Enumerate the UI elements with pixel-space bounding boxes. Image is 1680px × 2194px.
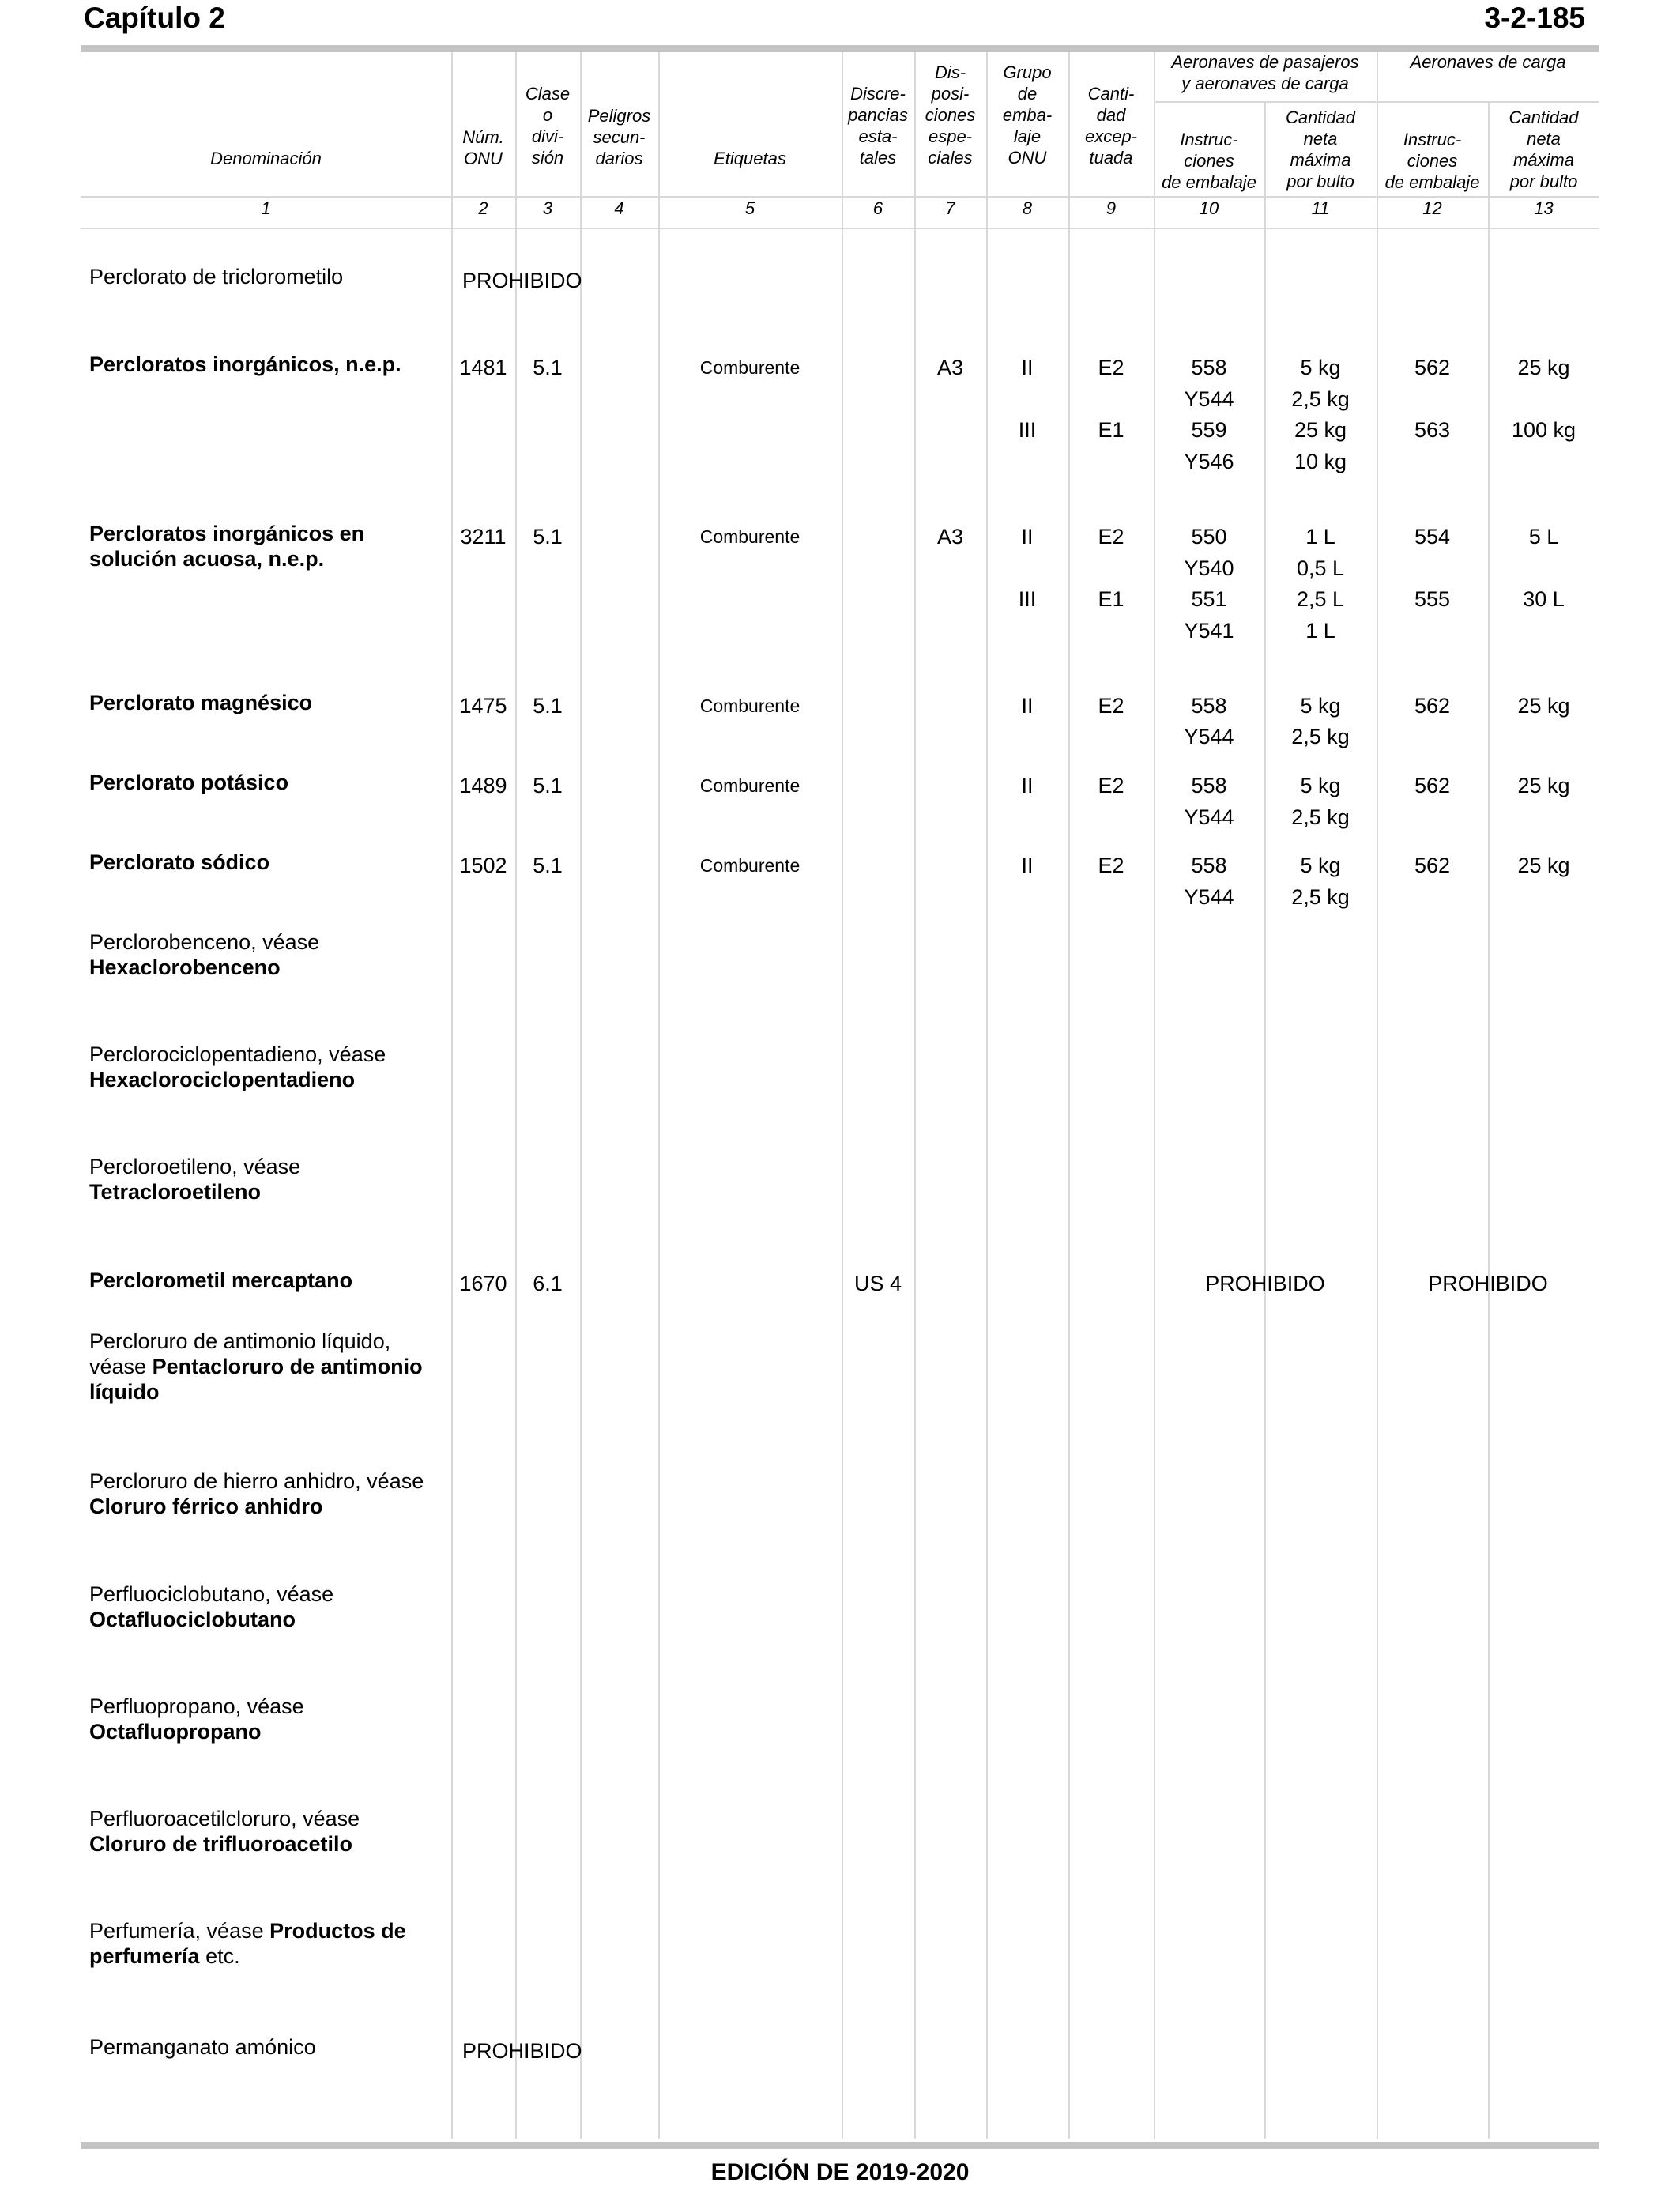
max-quantity: 5 kg [1300, 694, 1341, 718]
prohibido-text: PROHIBIDO [1205, 1272, 1325, 1295]
excepted-quantity: E2 [1098, 525, 1124, 548]
un-number: 1670 [459, 1272, 507, 1295]
page-number: 3-2-185 [1484, 2, 1585, 34]
prohibido-text: PROHIBIDO [462, 2039, 582, 2063]
column-divider [1488, 103, 1490, 2139]
packing-instruction: 558 [1191, 774, 1227, 797]
max-quantity: 5 kg [1300, 854, 1341, 877]
class-division: 6.1 [533, 1272, 563, 1295]
excepted-quantity: E2 [1098, 694, 1124, 718]
cargo-packing-instruction: 562 [1414, 694, 1451, 718]
label-text: Comburente [699, 855, 800, 876]
label-text: Comburente [699, 775, 800, 796]
cargo-packing-instruction: 562 [1414, 854, 1451, 877]
max-quantity: 2,5 L [1296, 587, 1345, 611]
cross-reference-entry: Percloruro de antimonio líquido, véase Pentacloruro de antimonio líquido [89, 1329, 423, 1404]
cargo-packing-instruction: 562 [1414, 774, 1451, 797]
chapter-title: Capítulo 2 [84, 2, 225, 34]
entry-name: Perclorato sódico [89, 850, 270, 874]
cargo-max-quantity: 25 kg [1517, 694, 1570, 718]
column-header-cantidad-carga: Cantidad neta máxima por bulto [1509, 107, 1579, 191]
packing-instruction: Y546 [1184, 450, 1234, 473]
max-quantity: 2,5 kg [1291, 805, 1350, 829]
cargo-max-quantity: 100 kg [1511, 418, 1576, 442]
cross-reference-entry: Perfluoroacetilcloruro, véase Cloruro de trifluoroacetilo [89, 1807, 360, 1856]
prohibido-text: PROHIBIDO [462, 269, 582, 292]
state-variation: US 4 [853, 1272, 902, 1295]
excepted-quantity: E2 [1098, 774, 1124, 797]
cross-reference-entry: Perfluopropano, véase Octafluopropano [89, 1695, 304, 1744]
column-header-grupo-embalaje: Grupo de emba- laje ONU [1002, 62, 1053, 168]
class-division: 5.1 [533, 356, 563, 379]
group-header-carga: Aeronaves de carga [1410, 52, 1566, 72]
cargo-max-quantity: 25 kg [1517, 774, 1570, 797]
packing-instruction: Y541 [1184, 619, 1234, 643]
packing-group: II [1021, 774, 1034, 797]
packing-instruction: Y544 [1184, 387, 1234, 411]
column-number: 1 [261, 198, 271, 218]
entry-name: Percloratos inorgánicos, n.e.p. [89, 352, 401, 376]
column-number: 4 [614, 198, 624, 218]
label-text: Comburente [699, 357, 800, 378]
column-header-peligros: Peligros secun- darios [587, 106, 651, 168]
un-number: 1475 [459, 694, 507, 718]
cross-reference-entry: Percloruro de hierro anhidro, véase Cloruro férrico anhidro [89, 1469, 424, 1518]
max-quantity: 2,5 kg [1291, 885, 1350, 909]
label-text: Comburente [699, 526, 800, 547]
class-division: 5.1 [533, 525, 563, 548]
max-quantity: 10 kg [1294, 450, 1347, 473]
un-number: 1502 [459, 854, 507, 877]
group-header-pasajeros: Aeronaves de pasajeros y aeronaves de carga [1171, 52, 1359, 93]
entry-name: Perclorato de triclorometilo [89, 265, 344, 288]
column-header-denominacion: Denominación [210, 149, 322, 168]
column-number: 2 [478, 198, 488, 218]
max-quantity: 2,5 kg [1291, 387, 1350, 411]
excepted-quantity: E1 [1098, 418, 1124, 442]
column-number: 13 [1534, 198, 1554, 218]
cargo-packing-instruction: 563 [1414, 418, 1451, 442]
column-number: 3 [542, 198, 553, 218]
packing-instruction: Y544 [1184, 805, 1234, 829]
packing-instruction: 551 [1191, 587, 1227, 611]
max-quantity: 2,5 kg [1291, 725, 1350, 748]
edition-footer: EDICIÓN DE 2019-2020 [710, 2159, 970, 2185]
entry-name: Perclorometil mercaptano [89, 1269, 353, 1292]
column-divider [580, 52, 582, 2139]
packing-group: III [1018, 587, 1037, 611]
cross-reference-entry: Perfluociclobutano, véase Octafluociclobutano [89, 1582, 334, 1631]
cargo-max-quantity: 5 L [1528, 525, 1559, 548]
header-rule [81, 228, 1599, 229]
column-number: 5 [744, 198, 755, 218]
column-header-etiquetas: Etiquetas [714, 149, 786, 168]
packing-group: II [1021, 854, 1034, 877]
entry-name: Perclorato potásico [89, 771, 289, 794]
excepted-quantity: E2 [1098, 356, 1124, 379]
class-division: 5.1 [533, 854, 563, 877]
packing-group: II [1021, 525, 1034, 548]
class-division: 5.1 [533, 694, 563, 718]
class-division: 5.1 [533, 774, 563, 797]
un-number: 1481 [459, 356, 507, 379]
packing-group: II [1021, 694, 1034, 718]
un-number: 1489 [459, 774, 507, 797]
packing-instruction: Y544 [1184, 885, 1234, 909]
column-number: 11 [1311, 198, 1330, 218]
column-header-disposiciones: Dis- posi- ciones espe- ciales [925, 62, 976, 168]
packing-group: III [1018, 418, 1037, 442]
column-header-clase: Clase o divi- sión [525, 84, 571, 168]
column-header-cantidad-exceptuada: Canti- dad excep- tuada [1084, 84, 1138, 168]
packing-instruction: 558 [1191, 694, 1227, 718]
cross-reference-entry: Perclorobenceno, véase Hexaclorobenceno [89, 930, 320, 979]
un-number: 3211 [460, 525, 507, 548]
max-quantity: 0,5 L [1296, 556, 1345, 580]
special-provision: A3 [936, 525, 964, 548]
packing-instruction: 550 [1191, 525, 1227, 548]
column-header-cantidad-pasajeros: Cantidad neta máxima por bulto [1285, 107, 1356, 191]
packing-instruction: Y540 [1184, 556, 1234, 580]
packing-instruction: 558 [1191, 356, 1227, 379]
entry-name: Perclorato magnésico [89, 691, 313, 714]
prohibido-text: PROHIBIDO [1428, 1272, 1548, 1295]
special-provision: A3 [936, 356, 964, 379]
max-quantity: 1 L [1305, 619, 1335, 643]
cargo-max-quantity: 25 kg [1517, 356, 1570, 379]
cargo-packing-instruction: 555 [1414, 587, 1451, 611]
cross-reference-entry: Perfumería, véase Productos de perfumería etc. [89, 1919, 406, 1968]
column-number: 8 [1022, 198, 1033, 218]
column-header-instrucciones-carga: Instruc- ciones de embalaje [1384, 130, 1480, 192]
column-number: 12 [1422, 198, 1442, 218]
label-text: Comburente [699, 696, 800, 716]
column-divider [842, 52, 843, 2139]
cargo-packing-instruction: 562 [1414, 356, 1451, 379]
column-header-instrucciones-pasajeros: Instruc- ciones de embalaje [1162, 130, 1256, 192]
max-quantity: 25 kg [1294, 418, 1347, 442]
column-number: 10 [1199, 198, 1219, 218]
group-header-rule [1154, 101, 1599, 103]
max-quantity: 5 kg [1300, 774, 1341, 797]
cross-reference-entry: Perclorociclopentadieno, véase Hexaclorociclopentadieno [89, 1042, 386, 1091]
packing-instruction: 558 [1191, 854, 1227, 877]
column-number: 9 [1106, 198, 1117, 218]
excepted-quantity: E2 [1098, 854, 1124, 877]
max-quantity: 1 L [1305, 525, 1335, 548]
cargo-max-quantity: 30 L [1523, 587, 1565, 611]
max-quantity: 5 kg [1300, 356, 1341, 379]
packing-instruction: Y544 [1184, 725, 1234, 748]
column-number: 7 [945, 198, 955, 218]
cargo-max-quantity: 25 kg [1517, 854, 1570, 877]
excepted-quantity: E1 [1098, 587, 1124, 611]
column-header-num-onu: Núm. ONU [462, 127, 504, 168]
entry-name: Percloratos inorgánicos en solución acuosa, n.e.p. [89, 522, 365, 571]
column-number: 6 [872, 198, 883, 218]
packing-instruction: 559 [1191, 418, 1227, 442]
column-header-discrepancias: Discre- pancias esta- tales [848, 84, 908, 168]
bottom-rule [81, 2142, 1599, 2149]
entry-name: Permanganato amónico [89, 2035, 316, 2059]
cargo-packing-instruction: 554 [1414, 525, 1451, 548]
cross-reference-entry: Percloroetileno, véase Tetracloroetileno [89, 1155, 301, 1204]
packing-group: II [1021, 356, 1034, 379]
